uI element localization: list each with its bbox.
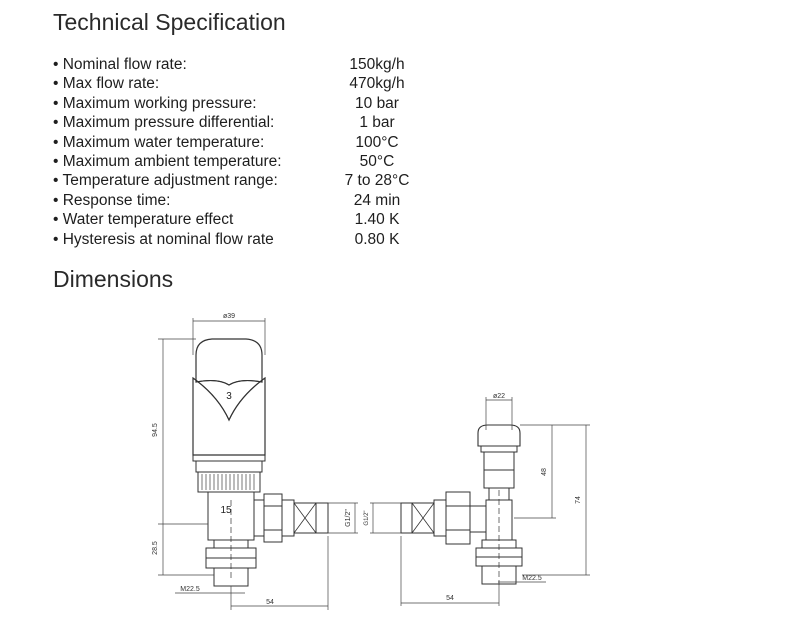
lower-height-label: 28.5: [152, 541, 159, 555]
body-width-label: 54: [266, 599, 274, 606]
spec-value: 0.80 K: [354, 230, 400, 248]
front-view-valve: [193, 339, 328, 586]
spec-value: 24 min: [353, 191, 401, 209]
total-height-label: 74: [575, 496, 582, 504]
page-title: Technical Specification: [53, 9, 286, 35]
spec-value: 100°C: [355, 133, 399, 151]
spec-value: 7 to 28°C: [344, 172, 410, 190]
inlet-label: M22.5: [180, 586, 200, 593]
head-diameter-label: ø39: [222, 313, 236, 320]
spec-label: • Nominal flow rate:: [53, 56, 187, 73]
spec-value: 470kg/h: [349, 75, 405, 93]
spec-label: • Maximum water temperature:: [53, 133, 265, 151]
side-thread-label: G1/2": [364, 510, 370, 526]
cap-diameter-label: ø22: [492, 393, 506, 400]
inlet-thread-label: G1/2": [345, 509, 352, 527]
head-number-label: 3: [226, 391, 232, 402]
spec-label: • Maximum pressure differential:: [53, 114, 275, 132]
side-inlet-label: M22.5: [522, 575, 542, 582]
spec-value: 150kg/h: [349, 56, 405, 73]
spec-value: 10 bar: [355, 94, 399, 112]
spec-value: 1.40 K: [354, 211, 400, 229]
side-view-dimensions: [364, 393, 590, 606]
spec-label: • Max flow rate:: [53, 75, 160, 93]
spec-label: • Temperature adjustment range:: [53, 172, 278, 190]
spec-label: • Response time:: [53, 191, 171, 209]
spec-value: 1 bar: [359, 114, 395, 132]
side-dim-label: 15: [220, 505, 232, 516]
spec-label: • Water temperature effect: [53, 211, 234, 229]
side-view-valve: [401, 425, 522, 585]
spec-label: • Hysteresis at nominal flow rate: [53, 230, 274, 248]
dimensions-title: Dimensions: [53, 266, 174, 292]
spec-value: 50°C: [359, 152, 395, 170]
overall-height-label: 94.5: [152, 423, 159, 437]
spec-label: • Maximum ambient temperature:: [53, 152, 282, 170]
spec-label: • Maximum working pressure:: [53, 94, 257, 112]
cap-height-label: 48: [541, 468, 548, 476]
side-width-label: 54: [446, 595, 454, 602]
